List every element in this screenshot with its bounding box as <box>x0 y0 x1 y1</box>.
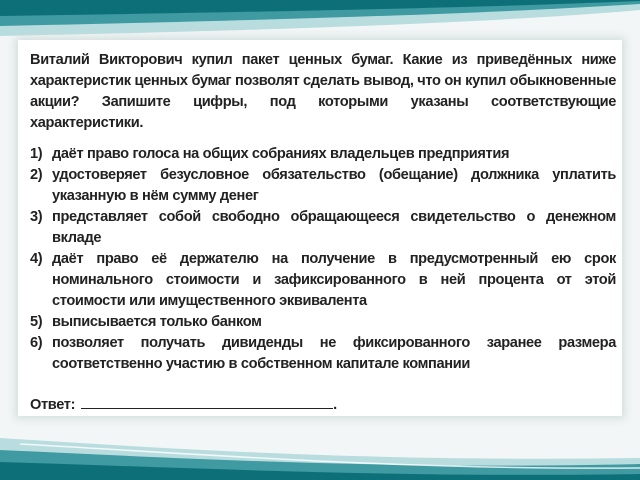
option-item <box>30 333 616 375</box>
task-text <box>30 50 616 416</box>
options-list <box>30 144 616 375</box>
option-text: даёт право голоса на общих собраниях владельцев предприятия <box>52 146 510 162</box>
bottom-wave-decoration <box>0 424 640 480</box>
answer-blank-line[interactable] <box>81 394 333 409</box>
answer-end: . <box>333 397 337 413</box>
option-item <box>30 165 616 207</box>
option-text: выписывается только банком <box>52 314 262 330</box>
option-item <box>30 207 616 249</box>
answer-row <box>30 394 616 416</box>
option-text: даёт право её держателю на получение в предусмотренный ею срок номинального стоимости и зафиксированного в ней процента от этой стоимости или имущественного эквивалента <box>52 251 616 309</box>
option-number: 2) <box>30 167 43 183</box>
answer-label: Ответ: <box>30 397 76 413</box>
option-number: 6) <box>30 335 43 351</box>
option-number: 1) <box>30 146 43 162</box>
option-number: 4) <box>30 251 43 267</box>
option-item <box>30 144 616 165</box>
option-text: удостоверяет безусловное обязательство (обещание) должника уплатить указанную в нём сумму денег <box>52 167 616 204</box>
top-wave-decoration <box>0 0 640 44</box>
option-item <box>30 249 616 312</box>
option-number: 5) <box>30 314 43 330</box>
option-text: позволяет получать дивиденды не фиксированного заранее размера соответственно участию в собственном капитале компании <box>52 335 616 372</box>
option-item <box>30 312 616 333</box>
question-text: Виталий Викторович купил пакет ценных бумаг. Какие из приведённых ниже характеристик ценных бумаг позволят сделать вывод, что он купил обыкновенные акции? Запишите цифры, под которыми указаны соответствующие характеристики. <box>30 52 616 131</box>
option-number: 3) <box>30 209 43 225</box>
option-text: представляет собой свободно обращающееся свидетельство о денежном вкладе <box>52 209 616 246</box>
